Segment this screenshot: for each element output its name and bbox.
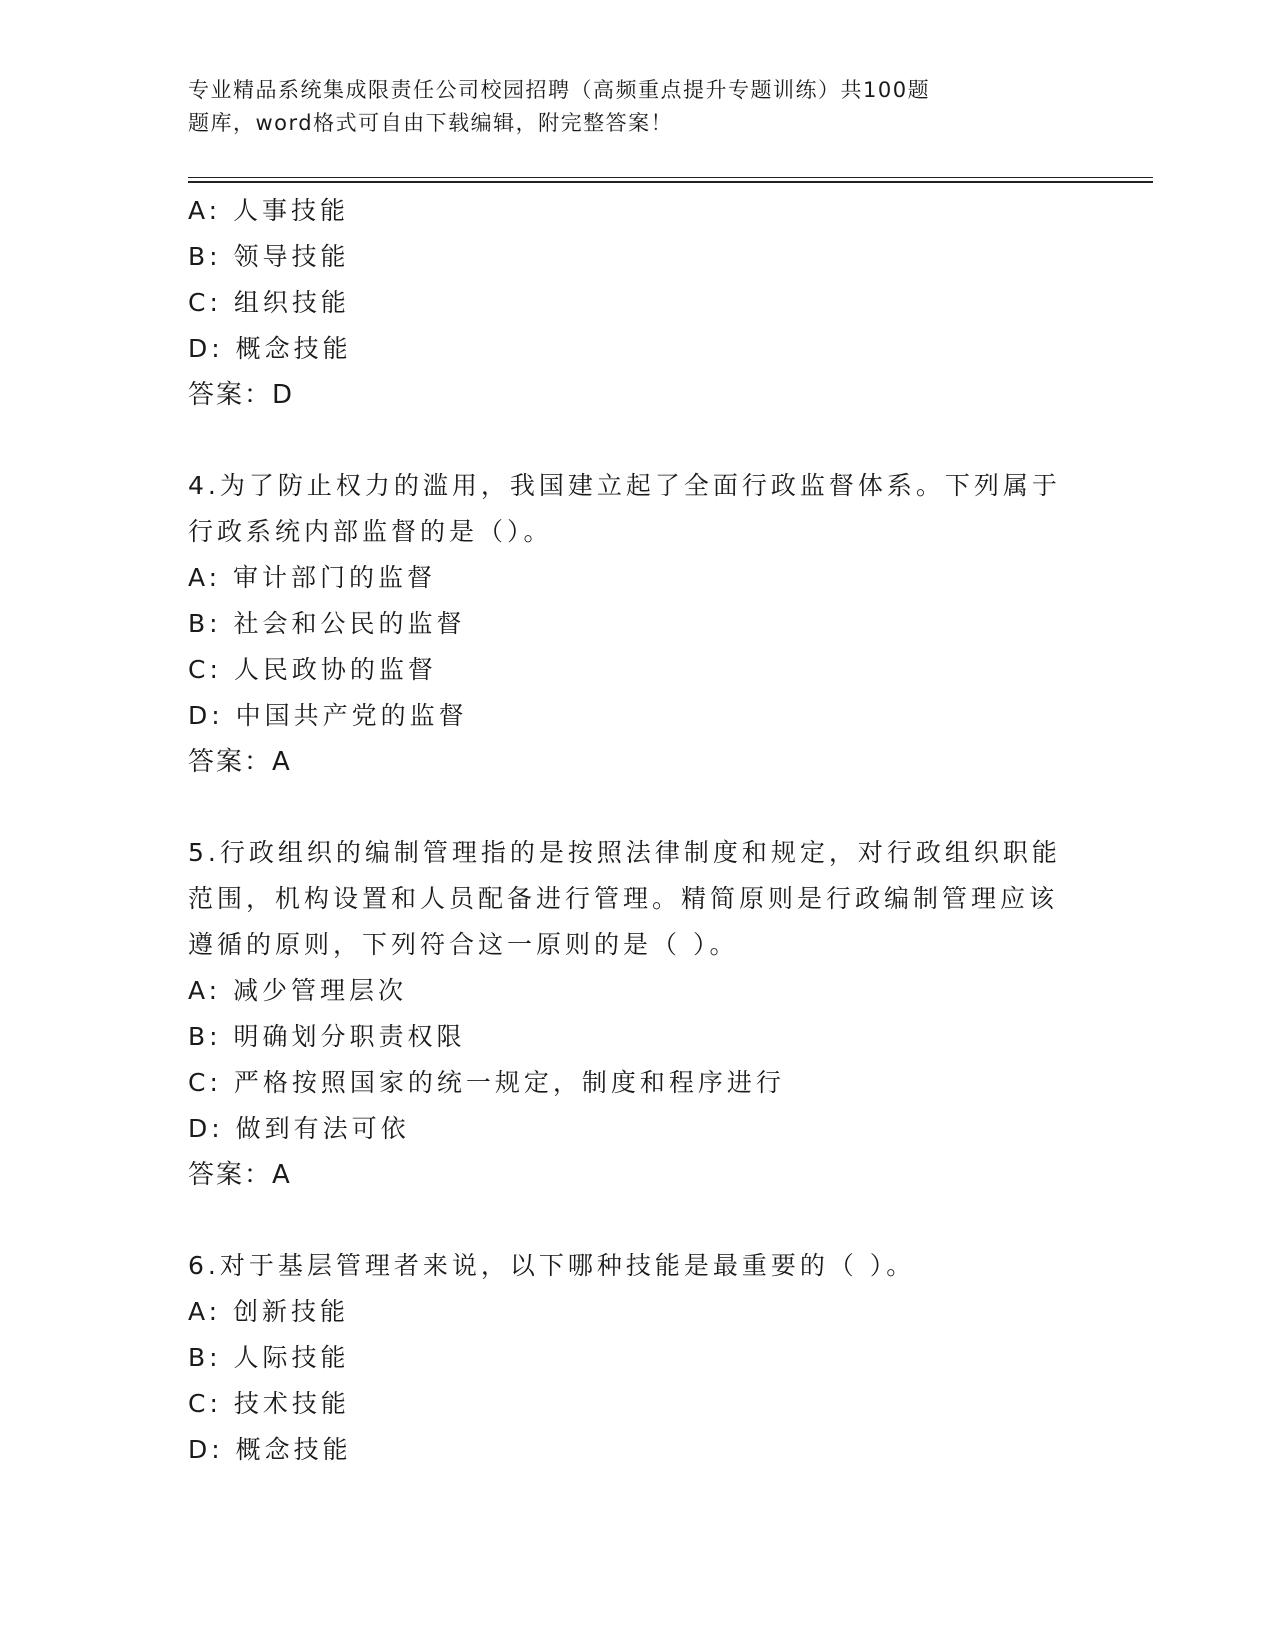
- question-text-line: 5.行政组织的编制管理指的是按照法律制度和规定，对行政组织职能: [188, 838, 1061, 867]
- spacer: [188, 785, 1088, 830]
- question-4: [188, 463, 1088, 785]
- option-d: D: 概念技能: [188, 334, 352, 363]
- question-3: [188, 188, 1088, 418]
- option-c: C: 组织技能: [188, 288, 350, 317]
- answer-line: 答案：A: [188, 747, 292, 777]
- answer-line: 答案：A: [188, 1160, 292, 1190]
- document-header: [188, 74, 1028, 140]
- option-c: C: 严格按照国家的统一规定，制度和程序进行: [188, 1068, 785, 1097]
- option-b: B: 明确划分职责权限: [188, 1022, 466, 1051]
- header-divider-thick: [188, 181, 1153, 183]
- answer-line: 答案：D: [188, 380, 295, 410]
- header-title-line-1: 专业精品系统集成限责任公司校园招聘（高频重点提升专题训练）共100题: [188, 78, 931, 102]
- option-d: D: 概念技能: [188, 1435, 352, 1464]
- question-text-line: 行政系统内部监督的是（）。: [188, 517, 553, 546]
- spacer: [188, 418, 1088, 463]
- question-list: [188, 188, 1088, 1473]
- option-a: A: 审计部门的监督: [188, 563, 437, 592]
- option-b: B: 社会和公民的监督: [188, 609, 466, 638]
- option-a: A: 创新技能: [188, 1297, 350, 1326]
- header-divider-thin: [188, 177, 1153, 178]
- spacer: [188, 1198, 1088, 1243]
- option-b: B: 人际技能: [188, 1343, 350, 1372]
- option-a: A: 人事技能: [188, 196, 350, 225]
- option-d: D: 中国共产党的监督: [188, 701, 468, 730]
- option-a: A: 减少管理层次: [188, 976, 408, 1005]
- question-text-line: 遵循的原则，下列符合这一原则的是（ ）。: [188, 930, 739, 959]
- question-text-line: 4.为了防止权力的滥用，我国建立起了全面行政监督体系。下列属于: [188, 471, 1061, 500]
- option-c: C: 人民政协的监督: [188, 655, 437, 684]
- header-title-line-2: 题库，word格式可自由下载编辑，附完整答案！: [188, 111, 674, 135]
- option-d: D: 做到有法可依: [188, 1114, 410, 1143]
- question-6: [188, 1243, 1088, 1473]
- question-text-line: 6.对于基层管理者来说，以下哪种技能是最重要的（ ）。: [188, 1251, 916, 1280]
- question-text-line: 范围，机构设置和人员配备进行管理。精简原则是行政编制管理应该: [188, 884, 1059, 913]
- option-b: B: 领导技能: [188, 242, 350, 271]
- question-5: [188, 830, 1088, 1198]
- option-c: C: 技术技能: [188, 1389, 350, 1418]
